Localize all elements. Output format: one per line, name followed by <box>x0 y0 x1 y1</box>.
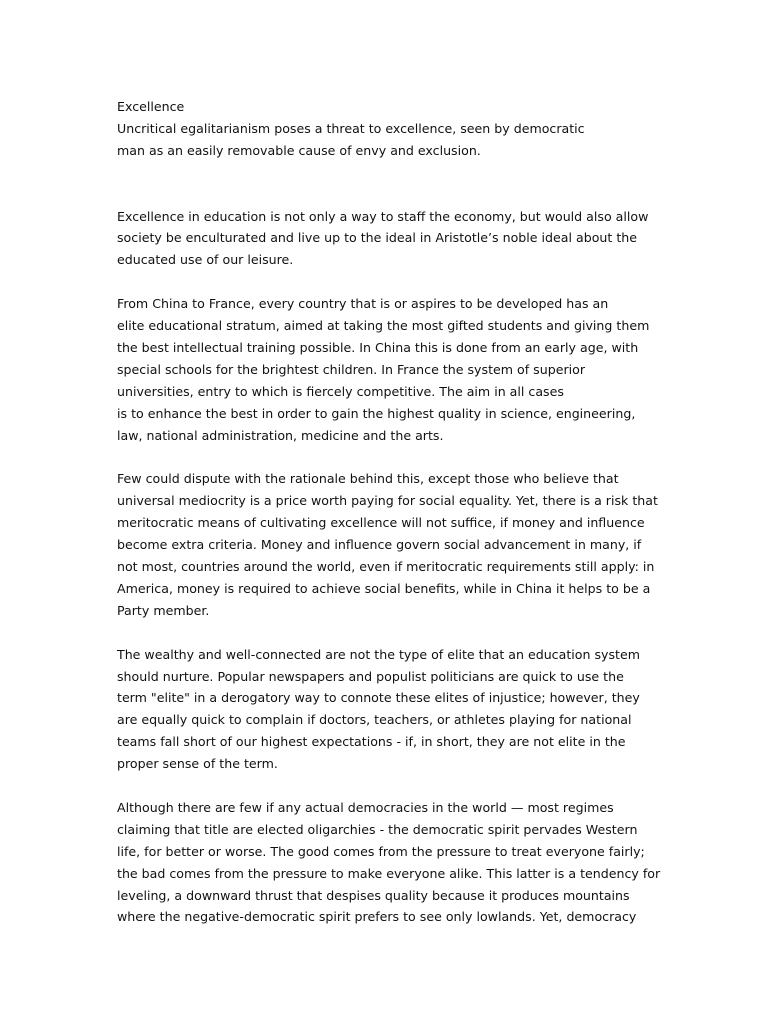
paragraph-spacer <box>117 775 662 797</box>
text-line: claiming that title are elected oligarchies - the democratic spirit pervades Western <box>117 821 638 837</box>
text-line: meritocratic means of cultivating excellence will not suffice, if money and influence <box>117 515 645 531</box>
paragraph-4 <box>117 644 662 775</box>
text-line: educated use of our leisure. <box>117 252 294 268</box>
text-line: America, money is required to achieve social benefits, while in China it helps to be a <box>117 580 651 596</box>
text-line: are equally quick to complain if doctors, teachers, or athletes playing for national <box>117 712 632 728</box>
subtitle-line: Uncritical egalitarianism poses a threat to excellence, seen by democratic <box>117 120 585 136</box>
paragraph-1 <box>117 206 662 272</box>
text-line: term "elite" in a derogatory way to connote these elites of injustice; however, they <box>117 690 640 706</box>
text-line: where the negative-democratic spirit prefers to see only lowlands. Yet, democracy <box>117 909 637 925</box>
document-title: Excellence <box>117 99 185 114</box>
text-line: should nurture. Popular newspapers and populist politicians are quick to use the <box>117 668 624 684</box>
section-spacer <box>117 162 662 206</box>
text-line: Excellence in education is not only a way to staff the economy, but would also allow <box>117 208 649 224</box>
paragraph-3 <box>117 468 662 621</box>
text-line: leveling, a downward thrust that despises quality because it produces mountains <box>117 887 630 903</box>
text-line: elite educational stratum, aimed at taking the most gifted students and giving them <box>117 318 650 334</box>
text-line: special schools for the brightest children. In France the system of superior <box>117 361 586 377</box>
text-line: Few could dispute with the rationale behind this, except those who believe that <box>117 471 619 487</box>
text-line: the bad comes from the pressure to make everyone alike. This latter is a tendency for <box>117 865 661 881</box>
text-line: law, national administration, medicine and the arts. <box>117 427 444 443</box>
text-line: teams fall short of our highest expectations - if, in short, they are not elite in the <box>117 734 626 750</box>
text-line: Although there are few if any actual democracies in the world — most regimes <box>117 799 614 815</box>
text-line: universal mediocrity is a price worth paying for social equality. Yet, there is a risk that <box>117 493 658 509</box>
paragraph-spacer <box>117 271 662 293</box>
paragraph-2 <box>117 293 662 446</box>
text-line: Party member. <box>117 602 210 618</box>
paragraph-spacer <box>117 446 662 468</box>
text-line: the best intellectual training possible. In China this is done from an early age, with <box>117 339 639 355</box>
text-line: The wealthy and well-connected are not the type of elite that an education system <box>117 646 640 662</box>
text-line: universities, entry to which is fiercely competitive. The aim in all cases <box>117 383 564 399</box>
paragraph-5 <box>117 797 662 928</box>
text-line: life, for better or worse. The good comes from the pressure to treat everyone fairly; <box>117 843 645 859</box>
paragraph-spacer <box>117 622 662 644</box>
document-body <box>117 96 662 928</box>
text-line: From China to France, every country that is or aspires to be developed has an <box>117 296 609 312</box>
text-line: society be enculturated and live up to the ideal in Aristotle’s noble ideal about the <box>117 230 637 246</box>
text-line: proper sense of the term. <box>117 756 278 772</box>
text-line: become extra criteria. Money and influence govern social advancement in many, if <box>117 537 642 553</box>
subtitle-line: man as an easily removable cause of envy and exclusion. <box>117 142 481 158</box>
text-line: is to enhance the best in order to gain the highest quality in science, engineering, <box>117 405 636 421</box>
text-line: not most, countries around the world, even if meritocratic requirements still apply: in <box>117 558 655 574</box>
